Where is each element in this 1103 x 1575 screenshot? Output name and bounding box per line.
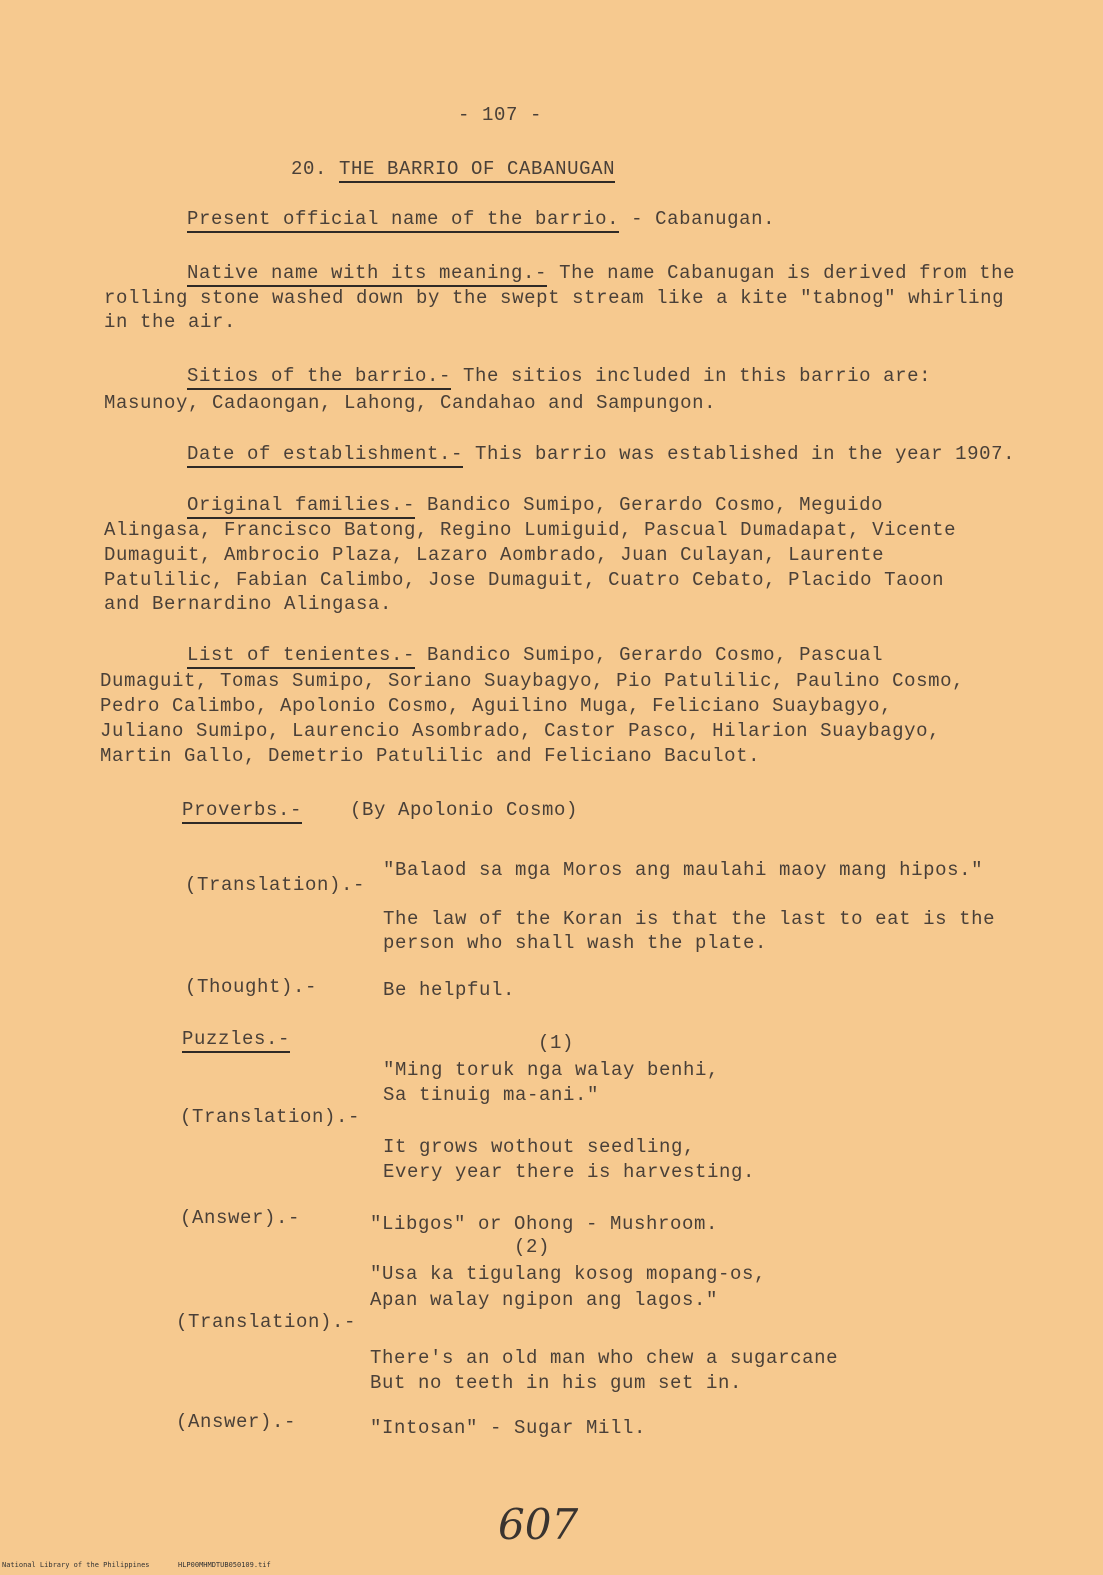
puzzle-2-translation-line: There's an old man who chew a sugarcane bbox=[370, 1347, 839, 1369]
proverb-thought-label: (Thought).- bbox=[185, 976, 318, 998]
tenientes-line: Dumaguit, Tomas Sumipo, Soriano Suaybagyo, Pio Patulilic, Paulino Cosmo, bbox=[100, 670, 965, 692]
puzzle-2-answer: "Intosan" - Sugar Mill. bbox=[370, 1417, 647, 1439]
puzzle-2-translation-label: (Translation).- bbox=[176, 1311, 357, 1333]
native-name-line: rolling stone washed down by the swept stream like a kite "tabnog" whirling bbox=[104, 287, 1005, 309]
proverb-translation-line: The law of the Koran is that the last to eat is the bbox=[383, 908, 996, 930]
document-title bbox=[291, 158, 615, 180]
puzzle-2-translation-line: But no teeth in his gum set in. bbox=[370, 1372, 743, 1394]
puzzle-2-line: Apan walay ngipon ang lagos." bbox=[370, 1289, 719, 1311]
puzzle-1-line: Sa tinuig ma-ani." bbox=[383, 1084, 600, 1106]
sitios-label: Sitios of the barrio.- bbox=[187, 365, 451, 390]
tenientes-line: Martin Gallo, Demetrio Patulilic and Feliciano Baculot. bbox=[100, 745, 761, 767]
puzzle-2-line: "Usa ka tigulang kosog mopang-os, bbox=[370, 1263, 767, 1285]
puzzle-1-number: (1) bbox=[538, 1032, 575, 1054]
puzzles-label-line bbox=[182, 1028, 290, 1050]
proverb-thought: Be helpful. bbox=[383, 979, 516, 1001]
proverbs-author: (By Apolonio Cosmo) bbox=[350, 799, 579, 821]
tenientes-line: Pedro Calimbo, Apolonio Cosmo, Aguilino Muga, Feliciano Suaybagyo, bbox=[100, 695, 893, 717]
puzzle-2-number: (2) bbox=[514, 1236, 551, 1258]
puzzle-1-translation-label: (Translation).- bbox=[180, 1106, 361, 1128]
puzzle-1-answer: "Libgos" or Ohong - Mushroom. bbox=[370, 1213, 719, 1235]
tenientes-section bbox=[187, 644, 883, 666]
proverb-translation-label: (Translation).- bbox=[185, 874, 366, 896]
establishment-text: This barrio was established in the year 1907. bbox=[463, 443, 1016, 465]
title-text: THE BARRIO OF CABANUGAN bbox=[339, 158, 615, 183]
proverb-translation-line: person who shall wash the plate. bbox=[383, 932, 768, 954]
sitios-section bbox=[187, 365, 931, 387]
proverb-original: "Balaod sa mga Moros ang maulahi maoy mang hipos." bbox=[383, 859, 984, 881]
proverbs-label-line bbox=[182, 799, 302, 821]
puzzle-1-answer-label: (Answer).- bbox=[180, 1207, 301, 1229]
families-line: Bandico Sumipo, Gerardo Cosmo, Meguido bbox=[415, 494, 884, 516]
proverbs-label: Proverbs.- bbox=[182, 799, 302, 824]
title-number: 20. bbox=[291, 158, 328, 180]
establishment-section bbox=[187, 443, 1015, 465]
official-name-section bbox=[187, 208, 775, 230]
families-line: Alingasa, Francisco Batong, Regino Lumiguid, Pascual Dumadapat, Vicente bbox=[104, 519, 957, 541]
puzzle-1-translation-line: It grows wothout seedling, bbox=[383, 1136, 696, 1158]
official-name-value: - Cabanugan. bbox=[619, 208, 776, 230]
footer-file-name: HLP00MHMDTUB050109.tif bbox=[178, 1561, 271, 1569]
handwritten-page-number: 607 bbox=[498, 1500, 579, 1549]
tenientes-label: List of tenientes.- bbox=[187, 644, 415, 669]
sitios-line: Masunoy, Cadaongan, Lahong, Candahao and Sampungon. bbox=[104, 392, 717, 414]
establishment-label: Date of establishment.- bbox=[187, 443, 463, 468]
footer-library-name: National Library of the Philippines bbox=[2, 1561, 150, 1569]
sitios-line: The sitios included in this barrio are: bbox=[451, 365, 932, 387]
native-name-line: in the air. bbox=[104, 311, 237, 333]
official-name-label: Present official name of the barrio. bbox=[187, 208, 619, 233]
puzzles-label: Puzzles.- bbox=[182, 1028, 290, 1053]
families-label: Original families.- bbox=[187, 494, 415, 519]
native-name-label: Native name with its meaning.- bbox=[187, 262, 547, 287]
tenientes-line: Bandico Sumipo, Gerardo Cosmo, Pascual bbox=[415, 644, 884, 666]
puzzle-1-translation-line: Every year there is harvesting. bbox=[383, 1161, 756, 1183]
puzzle-2-answer-label: (Answer).- bbox=[176, 1411, 297, 1433]
native-name-line: The name Cabanugan is derived from the bbox=[547, 262, 1016, 284]
puzzle-1-line: "Ming toruk nga walay benhi, bbox=[383, 1059, 720, 1081]
families-line: Dumaguit, Ambrocio Plaza, Lazaro Aombrado, Juan Culayan, Laurente bbox=[104, 544, 885, 566]
native-name-section bbox=[187, 262, 1015, 284]
families-line: and Bernardino Alingasa. bbox=[104, 593, 393, 615]
families-section bbox=[187, 494, 883, 516]
page-number: - 107 - bbox=[458, 104, 543, 126]
tenientes-line: Juliano Sumipo, Laurencio Asombrado, Castor Pasco, Hilarion Suaybagyo, bbox=[100, 720, 941, 742]
families-line: Patulilic, Fabian Calimbo, Jose Dumaguit, Cuatro Cebato, Placido Taoon bbox=[104, 569, 945, 591]
